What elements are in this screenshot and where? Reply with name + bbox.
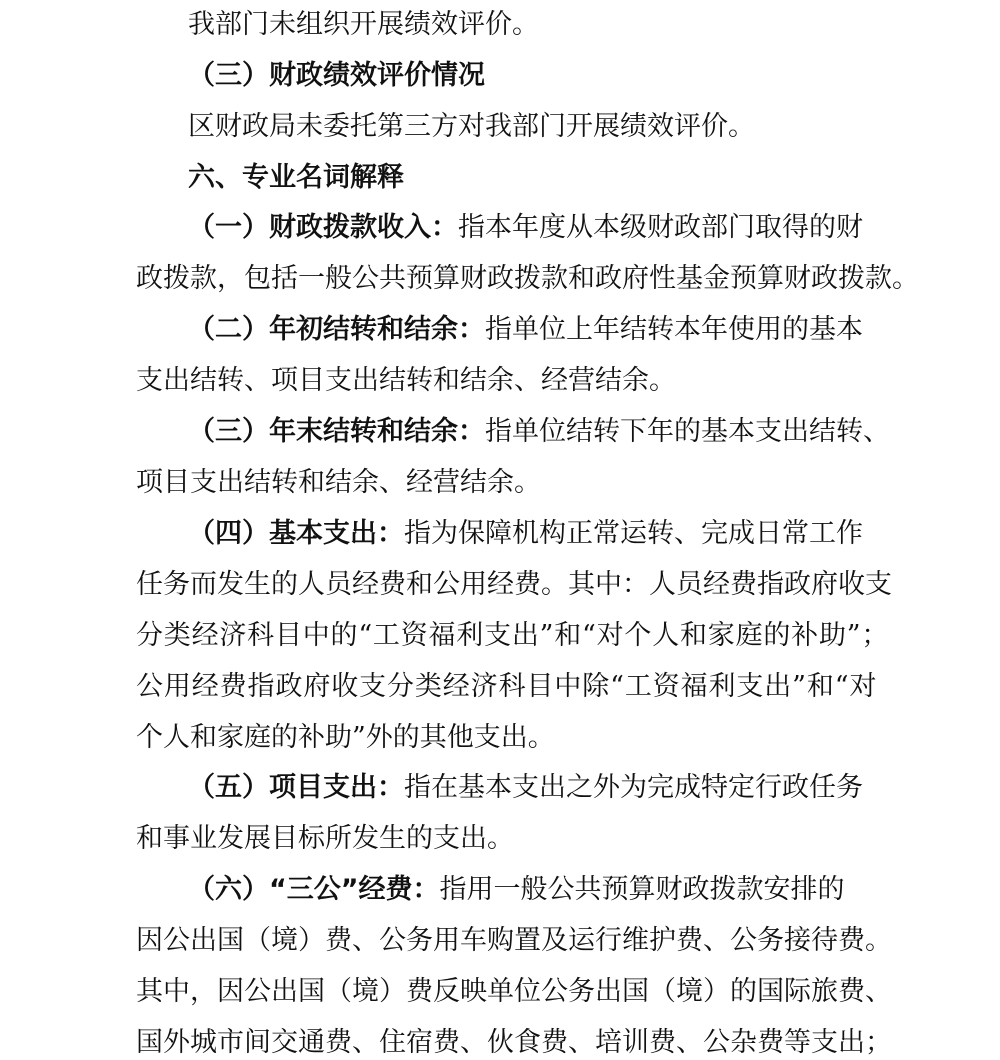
definition-line [188,517,878,551]
text-line: 区财政局未委托第三方对我部门开展绩效评价。 [188,111,755,142]
text-line: 项目支出结转和结余、经营结余。 [136,467,541,498]
subsection-heading: （三）财政绩效评价情况 [188,60,485,91]
definition-text: 指本年度从本级财政部门取得的财 [458,212,863,243]
definition-text: 指用一般公共预算财政拨款安排的 [439,874,845,905]
definition-line [188,313,878,347]
text-line: 我部门未组织开展绩效评价。 [188,9,539,40]
definition-term: （六）“三公”经费： [188,874,440,905]
text-line: 和事业发展目标所发生的支出。 [136,823,514,854]
definition-term: （二）年初结转和结余： [188,314,485,345]
definition-term: （四）基本支出： [188,518,404,549]
text-line: 任务而发生的人员经费和公用经费。其中：人员经费指政府收支 [136,569,892,600]
definition-text: 指为保障机构正常运转、完成日常工作 [404,518,863,549]
text-line: 政拨款，包括一般公共预算财政拨款和政府性基金预算财政拨款。 [136,263,919,294]
text-line: 公用经费指政府收支分类经济科目中除“工资福利支出”和“对 [136,671,878,702]
definition-text: 指单位上年结转本年使用的基本 [485,314,863,345]
definition-line [188,415,893,449]
definition-term: （三）年末结转和结余： [188,416,485,447]
text-line: 支出结转、项目支出结转和结余、经营结余。 [136,365,676,396]
text-line: 国外城市间交通费、住宿费、伙食费、培训费、公杂费等支出； [136,1027,892,1058]
text-line: 个人和家庭的补助”外的其他支出。 [136,722,555,753]
definition-line [188,873,878,907]
definition-line [188,771,878,805]
text-line: 因公出国（境）费、公务用车购置及运行维护费、公务接待费。 [136,925,892,956]
text-line: 分类经济科目中的“工资福利支出”和“对个人和家庭的补助”； [136,620,890,651]
text-line: 其中，因公出国（境）费反映单位公务出国（境）的国际旅费、 [136,976,892,1007]
definition-line [188,211,878,245]
definition-term: （一）财政拨款收入： [188,212,458,243]
section-heading: 六、专业名词解释 [188,162,404,193]
definition-text: 指在基本支出之外为完成特定行政任务 [404,772,863,803]
definition-text: 指单位结转下年的基本支出结转、 [485,416,890,447]
definition-term: （五）项目支出： [188,772,404,803]
